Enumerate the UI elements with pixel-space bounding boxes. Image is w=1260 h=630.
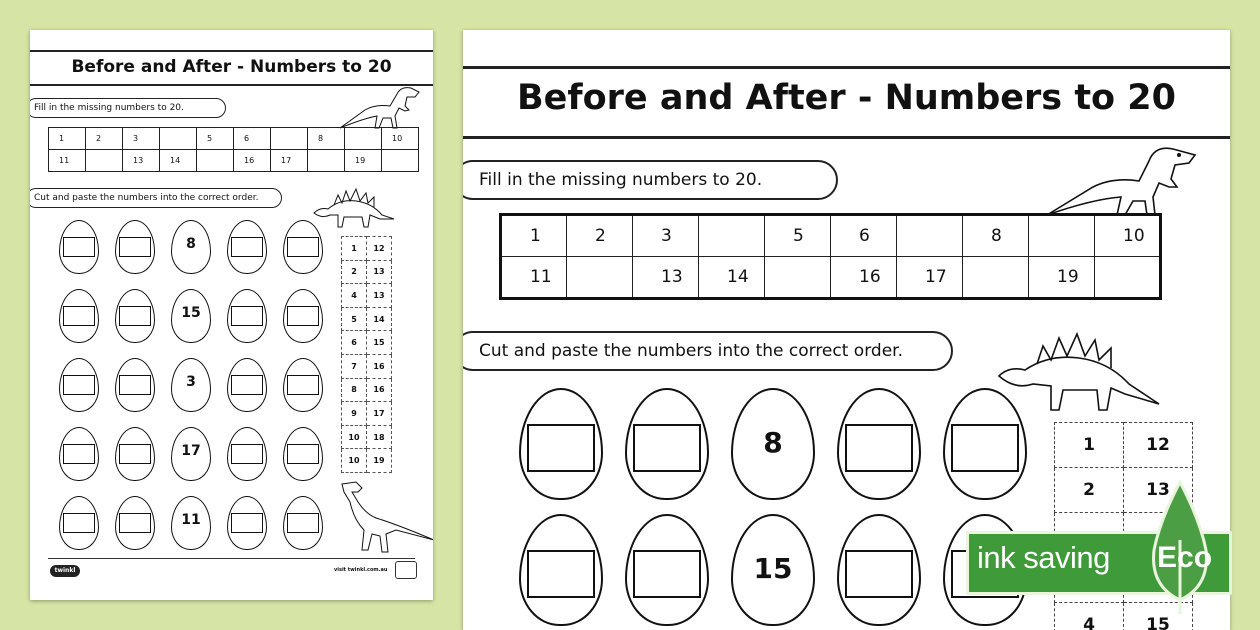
egg-number: 15 (181, 305, 201, 321)
egg (731, 388, 815, 500)
grid-cell (765, 257, 831, 299)
egg (227, 427, 267, 481)
egg-answer-box (119, 513, 151, 533)
grid-cell: 8 (308, 128, 345, 150)
fill-instruction-pill-large (463, 160, 838, 200)
egg-number: 8 (186, 236, 196, 252)
grid-cell: 2 (86, 128, 123, 150)
number-grid-large (499, 213, 1162, 300)
quality-stamp-icon (395, 561, 417, 579)
cut-out-number[interactable]: 13 (367, 284, 392, 308)
grid-cell (86, 150, 123, 172)
fill-instruction-text: Fill in the missing numbers to 20. (34, 103, 184, 113)
stegosaurus-dinosaur-icon (310, 185, 396, 231)
cut-out-number[interactable]: 5 (342, 307, 367, 331)
egg-answer-box (63, 237, 95, 257)
egg-answer-box (845, 424, 913, 472)
cut-out-row (342, 331, 392, 355)
egg-number: 11 (181, 512, 201, 528)
grid-cell: 1 (501, 215, 567, 257)
egg-answer-box (119, 375, 151, 395)
egg (171, 427, 211, 481)
egg (171, 496, 211, 550)
title-rule-top (30, 50, 433, 52)
cut-out-number[interactable]: 16 (367, 378, 392, 402)
cut-out-row (342, 425, 392, 449)
egg (731, 514, 815, 626)
egg (59, 220, 99, 274)
egg-answer-box (287, 306, 319, 326)
grid-cell (345, 128, 382, 150)
cut-out-number[interactable]: 12 (367, 237, 392, 261)
egg-answer-box (231, 444, 263, 464)
grid-cell: 13 (123, 150, 160, 172)
footer-url: visit twinkl.com.au (334, 567, 388, 573)
cut-out-number[interactable]: 18 (367, 425, 392, 449)
egg (115, 289, 155, 343)
cut-out-row (342, 378, 392, 402)
grid-cell: 19 (345, 150, 382, 172)
grid-cell: 8 (963, 215, 1029, 257)
cut-out-row (1055, 423, 1193, 468)
cut-out-number[interactable]: 4 (342, 284, 367, 308)
egg (171, 220, 211, 274)
grid-cell: 13 (633, 257, 699, 299)
grid-cell: 19 (1029, 257, 1095, 299)
cut-out-numbers-small (341, 236, 392, 473)
grid-cell: 11 (501, 257, 567, 299)
egg (115, 496, 155, 550)
cut-out-number[interactable]: 2 (342, 260, 367, 284)
grid-cell (308, 150, 345, 172)
trex-dinosaur-icon-large (1043, 133, 1203, 217)
cut-out-row (342, 354, 392, 378)
cut-out-number[interactable]: 14 (367, 307, 392, 331)
egg (519, 388, 603, 500)
egg-answer-box (633, 424, 701, 472)
grid-cell: 11 (49, 150, 86, 172)
fill-instruction-text-large: Fill in the missing numbers to 20. (479, 170, 763, 190)
egg (115, 427, 155, 481)
cut-instruction-pill (30, 188, 282, 208)
grid-cell: 16 (234, 150, 271, 172)
egg (59, 358, 99, 412)
cut-instruction-text-large: Cut and paste the numbers into the correct order. (479, 341, 903, 361)
egg (171, 289, 211, 343)
egg (283, 496, 323, 550)
egg-answer-box (527, 424, 595, 472)
egg-answer-box (63, 306, 95, 326)
egg-answer-box (951, 424, 1019, 472)
grid-cell: 5 (197, 128, 234, 150)
egg-answer-box (63, 375, 95, 395)
egg-answer-box (119, 444, 151, 464)
page-title-large: Before and After - Numbers to 20 (516, 78, 1176, 118)
cut-out-row (342, 237, 392, 261)
egg-answer-box (63, 513, 95, 533)
egg (59, 427, 99, 481)
egg (227, 358, 267, 412)
cut-out-number[interactable]: 9 (342, 402, 367, 426)
grid-cell (160, 128, 197, 150)
cut-out-number[interactable]: 6 (342, 331, 367, 355)
egg (227, 289, 267, 343)
cut-instruction-pill-large (463, 331, 953, 371)
stegosaurus-dinosaur-icon-large (993, 328, 1163, 414)
number-grid-small (48, 127, 419, 172)
egg (283, 289, 323, 343)
trex-dinosaur-icon (335, 80, 421, 130)
grid-cell: 17 (897, 257, 963, 299)
page-title-small: Before and After - Numbers to 20 (71, 57, 392, 77)
cut-out-number[interactable]: 1 (342, 237, 367, 261)
cut-out-number[interactable]: 10 (342, 425, 367, 449)
grid-cell: 14 (699, 257, 765, 299)
egg (283, 358, 323, 412)
grid-cell: 17 (271, 150, 308, 172)
egg (59, 496, 99, 550)
grid-cell: 10 (382, 128, 419, 150)
cut-out-number[interactable]: 15 (367, 331, 392, 355)
grid-row (49, 150, 419, 172)
cut-out-row (342, 284, 392, 308)
eco-label: Eco (1157, 541, 1213, 574)
grid-cell (963, 257, 1029, 299)
cut-out-number[interactable]: 15 (1124, 603, 1193, 630)
egg-number: 17 (181, 443, 201, 459)
egg (625, 388, 709, 500)
cut-out-number[interactable]: 13 (1124, 468, 1193, 513)
egg-answer-box (231, 513, 263, 533)
cut-out-row (342, 402, 392, 426)
grid-cell (197, 150, 234, 172)
egg-answer-box (527, 550, 595, 598)
cut-out-number[interactable]: 10 (342, 449, 367, 473)
egg-answer-box (633, 550, 701, 598)
worksheet-preview-small (30, 30, 433, 600)
egg-answer-box (63, 444, 95, 464)
cut-out-number[interactable]: 8 (342, 378, 367, 402)
egg-answer-box (231, 237, 263, 257)
egg (283, 427, 323, 481)
twinkl-logo: twinkl (50, 565, 80, 577)
grid-cell: 14 (160, 150, 197, 172)
grid-cell (897, 215, 963, 257)
cut-instruction-text: Cut and paste the numbers into the correct order. (34, 193, 259, 203)
egg (171, 358, 211, 412)
grid-cell (1095, 257, 1161, 299)
cut-out-row (342, 307, 392, 331)
grid-cell: 2 (567, 215, 633, 257)
grid-cell: 5 (765, 215, 831, 257)
egg-number: 15 (753, 552, 793, 585)
egg (227, 496, 267, 550)
egg-answer-box (231, 306, 263, 326)
grid-cell: 1 (49, 128, 86, 150)
egg-answer-box (287, 237, 319, 257)
cut-out-number[interactable]: 7 (342, 354, 367, 378)
cut-out-number[interactable]: 1 (1055, 423, 1124, 468)
egg (227, 220, 267, 274)
trex-dinosaur-icon-bottom (336, 478, 433, 556)
ink-saving-text: ink saving (977, 540, 1110, 575)
grid-cell (1029, 215, 1095, 257)
egg-answer-box (287, 513, 319, 533)
cut-out-number[interactable]: 13 (367, 260, 392, 284)
egg (115, 220, 155, 274)
cut-out-number[interactable]: 4 (1055, 603, 1124, 630)
egg-answer-box (287, 444, 319, 464)
grid-cell (271, 128, 308, 150)
fill-instruction-pill (30, 98, 226, 118)
grid-cell: 3 (633, 215, 699, 257)
egg-answer-box (845, 550, 913, 598)
cut-out-number[interactable]: 12 (1124, 423, 1193, 468)
footer-rule (48, 558, 415, 559)
egg (837, 388, 921, 500)
grid-cell: 10 (1095, 215, 1161, 257)
grid-row (501, 257, 1161, 299)
grid-cell (567, 257, 633, 299)
grid-cell: 6 (234, 128, 271, 150)
grid-cell: 3 (123, 128, 160, 150)
egg (115, 358, 155, 412)
grid-row (49, 128, 419, 150)
grid-cell: 6 (831, 215, 897, 257)
egg-answer-box (119, 306, 151, 326)
egg-number: 3 (186, 374, 196, 390)
cut-out-row (342, 449, 392, 473)
grid-cell (382, 150, 419, 172)
egg (519, 514, 603, 626)
cut-out-row (342, 260, 392, 284)
cut-out-number[interactable]: 19 (367, 449, 392, 473)
grid-cell (699, 215, 765, 257)
egg-answer-box (231, 375, 263, 395)
egg-answer-box (119, 237, 151, 257)
egg (59, 289, 99, 343)
cut-out-number[interactable]: 2 (1055, 468, 1124, 513)
title-rule-top (463, 66, 1230, 69)
egg-answer-box (287, 375, 319, 395)
egg (625, 514, 709, 626)
egg (283, 220, 323, 274)
grid-row (501, 215, 1161, 257)
cut-out-number[interactable]: 16 (367, 354, 392, 378)
grid-cell: 16 (831, 257, 897, 299)
egg-number: 8 (763, 426, 783, 459)
egg (837, 514, 921, 626)
cut-out-number[interactable]: 17 (367, 402, 392, 426)
